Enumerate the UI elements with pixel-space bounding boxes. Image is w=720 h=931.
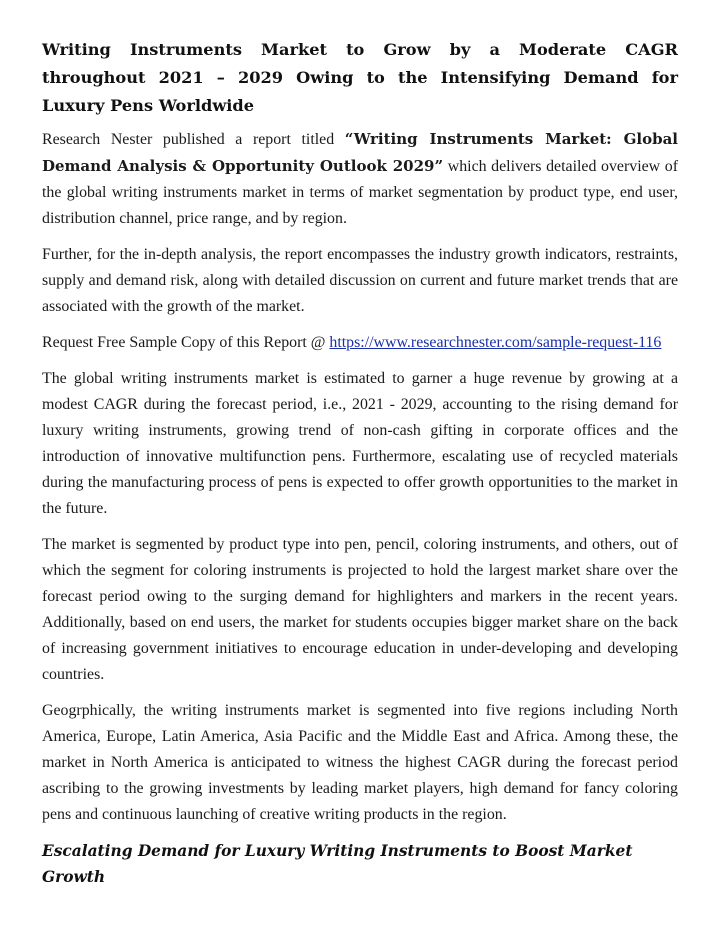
market-estimate-paragraph: The global writing instruments market is estimated to garner a huge revenue by growing at a modest CAGR during the forecast period, i.e., 2021 - 2029, accounting to the rising demand for luxury writing instruments, growing trend of non-cash gifting in corporate offices and the introduction of innovative multifunction pens. Furthermore, escalating use of recycled materials during the manufacturing process of pens is expected to offer growth opportunities to the market in the future.	[42, 370, 678, 517]
intro-tail: which delivers detailed overview of the global writing instruments market in terms of market segmentation by product type, end user, distribution channel, price range, and by region.	[42, 158, 678, 227]
sample-request-link[interactable]: https://www.researchnester.com/sample-request-116	[329, 334, 662, 351]
intro-paragraph	[42, 126, 678, 232]
intro-lead: Research Nester published a report titled	[42, 131, 345, 148]
document-page	[42, 36, 678, 890]
analysis-paragraph: Further, for the in-depth analysis, the report encompasses the industry growth indicators, restraints, supply and demand risk, along with detailed discussion on current and future market trends that are associated with the growth of the market.	[42, 246, 678, 315]
sample-request-lead: Request Free Sample Copy of this Report @	[42, 334, 330, 351]
report-title: “Writing Instruments Market: Global Demand Analysis & Opportunity Outlook 2029”	[42, 130, 678, 175]
segmentation-paragraph: The market is segmented by product type into pen, pencil, coloring instruments, and others, out of which the segment for coloring instruments is projected to hold the largest market share over the forecast period owing to the surging demand for highlighters and markers in the recent years. Additionally, based on end users, the market for students occupies bigger market share on the back of increasing government initiatives to encourage education in under-developing and developing countries.	[42, 536, 678, 683]
sample-request-paragraph	[42, 330, 678, 356]
section-subheading: Escalating Demand for Luxury Writing Instruments to Boost Market Growth	[42, 842, 633, 886]
document-title: Writing Instruments Market to Grow by a Moderate CAGR throughout 2021 – 2029 Owing to the Intensifying Demand for Luxury Pens Worldwide	[42, 40, 678, 115]
regional-paragraph: Geogrphically, the writing instruments market is segmented into five regions including North America, Europe, Latin America, Asia Pacific and the Middle East and Africa. Among these, the market in North America is anticipated to witness the highest CAGR during the forecast period ascribing to the growing investments by leading market players, high demand for fancy coloring pens and continuous launching of creative writing products in the region.	[42, 702, 678, 823]
